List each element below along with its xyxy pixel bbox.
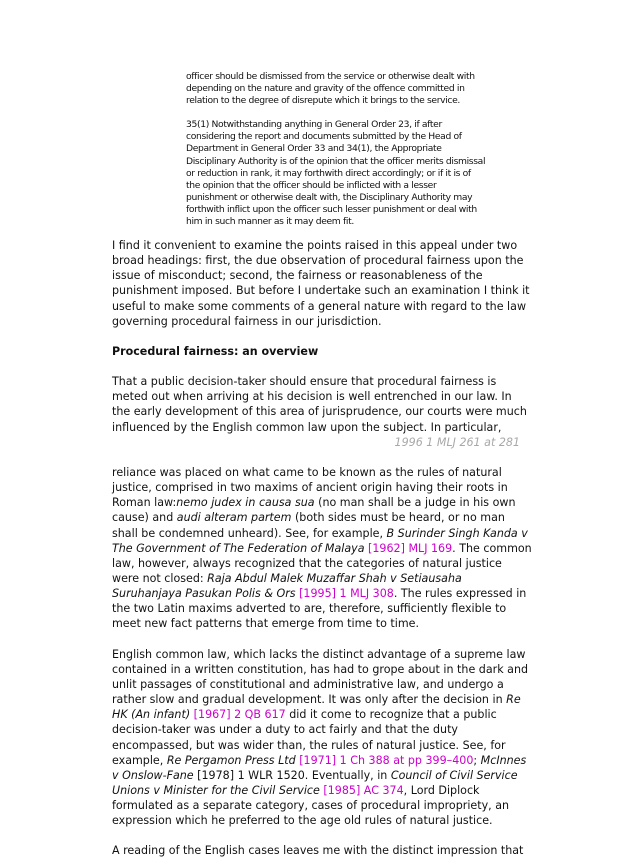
p3-text-5: , Lord Diplock formulated as a separate category, cases of procedural impropriety, an expression which he preferred to the age old rules of natural justice. (112, 784, 510, 828)
p3-citation-link-1[interactable]: [1967] 2 QB 617 (190, 708, 286, 722)
p3-case-4: Council of Civil Service Unions v Minister for the Civil Service (112, 768, 518, 797)
p2-text-3: (both sides must be heard, or no man shall be condemned unheard). See, for example, (112, 511, 505, 540)
p3-citation-link-3[interactable]: [1985] AC 374 (319, 784, 404, 797)
p2-maxim-2: audi alteram partem (176, 511, 292, 525)
section-heading: Procedural fairness: an overview (112, 344, 319, 358)
p3-text-1: English common law, which lacks the distinct advantage of a supreme law contained in a written constitution, has had to grope about in the dark and unlit passages of constitutional and administrative law, and undergo a rather slow and gradual development. It was only after the decision in (112, 647, 529, 707)
p3-text-4: [1978] 1 WLR 1520. Eventually, in (193, 768, 391, 782)
p3-text-2: did it come to recognize that a public decision-taker was under a duty to act fairly and that the duty encompassed, but was wider than, the rules of natural justice. See, for example, (112, 708, 506, 767)
quoted-general-orders (186, 71, 486, 228)
paragraph-4: A reading of the English cases leaves me with the distinct impression that (112, 844, 524, 858)
p2-case-2: Raja Abdul Malek Muzaffar Shah v Setiausaha Suruhanjaya Pasukan Polis & Ors (112, 571, 462, 601)
p2-text-4: . The common law, however, always recognized that the categories of natural justice were not closed: (112, 541, 532, 585)
p3-case-2: Re Pergamon Press Ltd (166, 753, 296, 767)
p2-text-5: . The rules expressed in the two Latin maxims adverted to are, therefore, sufficiently flexible to meet new fact patterns that emerge from time to time. (112, 587, 527, 631)
p2-maxim-1: nemo judex in causa sua (176, 496, 315, 510)
intro-paragraph: I find it convenient to examine the points raised in this appeal under two broad headings: first, the due observation of procedural fairness upon the issue of misconduct; second, the fairness or reasonableness of the punishment imposed. But before I undertake such an examination I think it useful to make some comments of a general nature with regard to the law governing procedural fairness in our jurisdiction. (112, 239, 530, 328)
paragraph-1: That a public decision-taker should ensure that procedural fairness is meted out when arriving at his decision is well entrenched in our law. In the early development of this area of jurisprudence, our courts were much influenced by the English common law upon the subject. In particular, (112, 375, 527, 434)
paragraph-2 (112, 465, 532, 632)
p2-text-2: (no man shall be a judge in his own cause) and (112, 496, 516, 525)
p3-case-1: Re HK (An infant) (112, 693, 521, 722)
p2-citation-link-1[interactable]: [1962] MLJ 169 (364, 541, 453, 555)
p2-text-1: reliance was placed on what came to be known as the rules of natural justice, comprised in two maxims of ancient origin having their roots in Roman law: (112, 465, 508, 510)
quote-paragraph-1: officer should be dismissed from the service or otherwise dealt with depending on the nature and gravity of the offence committed in relation to the degree of disrepute which it brings to the service. (186, 71, 475, 107)
p3-text-3: ; (473, 753, 481, 767)
quote-paragraph-2: 35(1) Notwithstanding anything in General Order 23, if after considering the report and documents submitted by the Head of Department in General Order 33 and 34(1), the Appropriate Disciplinary Authority is of the opinion that the officer merits dismissal or reduction in rank, it may forthwith direct accordingly; or if it is of the opinion that the officer should be inflicted with a lesser punishment or otherwise dealt with, the Disciplinary Authority may forthwith inflict upon the officer such lesser punishment or deal with him in such manner as it may deem fit. (186, 119, 486, 228)
p3-case-3: McInnes v Onslow-Fane (112, 753, 527, 782)
p2-citation-link-2[interactable]: [1995] 1 MLJ 308 (295, 587, 394, 601)
p2-case-1: B Surinder Singh Kanda v The Government of The Federation of Malaya (112, 526, 528, 555)
judgment-body (112, 238, 532, 859)
p3-citation-link-2[interactable]: [1971] 1 Ch 388 at pp 399–400 (295, 753, 474, 767)
paragraph-3 (112, 647, 532, 829)
page-reference: 1996 1 MLJ 261 at 281 (394, 435, 520, 449)
